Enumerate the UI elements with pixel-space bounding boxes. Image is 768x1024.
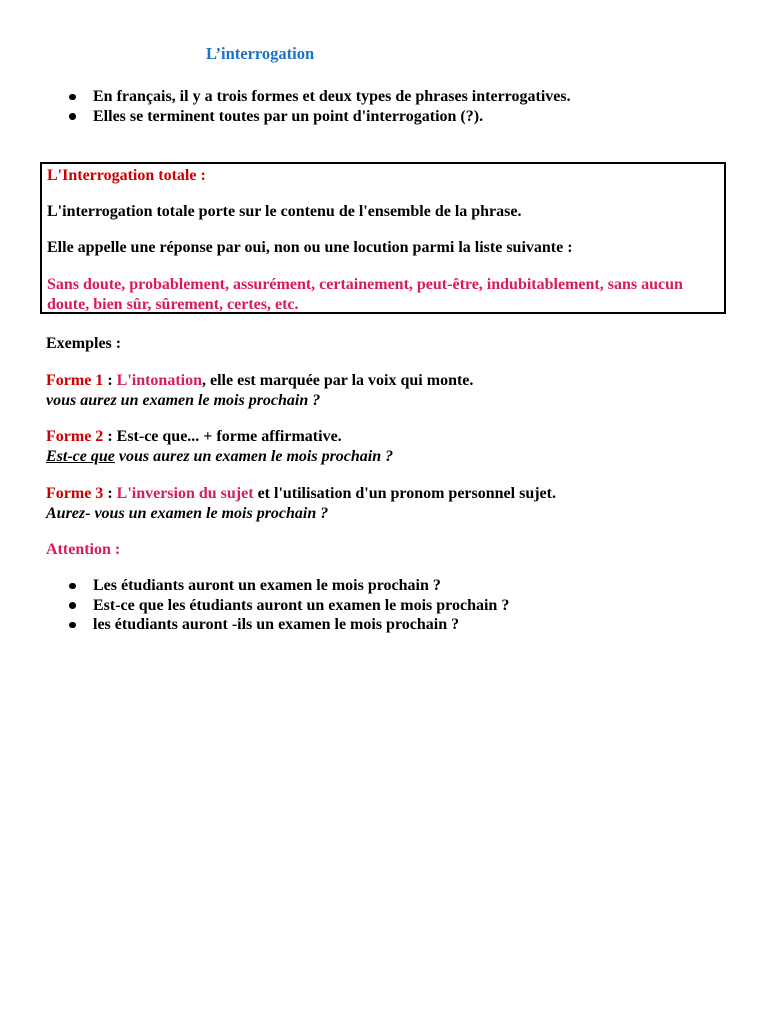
forme-1-line [46, 371, 746, 391]
forme-2-example-rest: vous aurez un examen le mois prochain ? [114, 447, 394, 465]
forme-1-example: vous aurez un examen le mois prochain ? [46, 391, 321, 409]
forme-1-label: Forme 1 [46, 372, 104, 389]
list-item: Est-ce que les étudiants auront un examen le mois prochain ? [0, 596, 509, 616]
forme-1-rest: , elle est marquée par la voix qui monte. [202, 372, 474, 389]
box-line-1: L'interrogation totale porte sur le contenu de l'ensemble de la phrase. [47, 203, 522, 220]
box-heading: L'Interrogation totale : [47, 167, 206, 184]
forme-1-highlight: L'intonation [116, 372, 202, 389]
forme-2-label: Forme 2 [46, 428, 104, 445]
examples-label: Exemples : [46, 335, 122, 352]
list-item: En français, il y a trois formes et deux types de phrases interrogatives. [0, 87, 571, 107]
attention-label: Attention : [46, 541, 121, 558]
forme-1 [46, 371, 746, 410]
page-title: L’interrogation [206, 44, 315, 63]
forme-2-line [46, 427, 746, 447]
forme-1-sep: : [103, 372, 117, 389]
list-item: Elles se terminent toutes par un point d'interrogation (?). [0, 107, 571, 127]
forme-3-highlight: L'inversion du sujet [116, 485, 254, 502]
attention-bullet-list [0, 576, 509, 635]
forme-3-example: Aurez- vous un examen le mois prochain ? [46, 504, 329, 522]
box-line-2: Elle appelle une réponse par oui, non ou une locution parmi la liste suivante : [47, 239, 573, 256]
forme-3-line [46, 484, 746, 504]
forme-3-label: Forme 3 [46, 485, 104, 502]
definition-box [40, 162, 726, 314]
forme-3 [46, 484, 746, 523]
forme-2-sep: : [103, 428, 117, 445]
list-item: les étudiants auront -ils un examen le mois prochain ? [0, 615, 509, 635]
intro-bullet-list [0, 87, 571, 126]
forme-2-example-underlined: Est-ce que [46, 447, 115, 465]
forme-2-rest: Est-ce que... + forme affirmative. [116, 428, 342, 445]
list-item: Les étudiants auront un examen le mois prochain ? [0, 576, 509, 596]
forme-3-rest: et l'utilisation d'un pronom personnel sujet. [253, 485, 556, 502]
forme-3-sep: : [103, 485, 117, 502]
box-answer-list: Sans doute, probablement, assurément, certainement, peut-être, indubitablement, sans aucun doute, bien sûr, sûrement, certes, etc. [47, 276, 683, 313]
forme-2-example [46, 447, 746, 467]
forme-2 [46, 427, 746, 466]
